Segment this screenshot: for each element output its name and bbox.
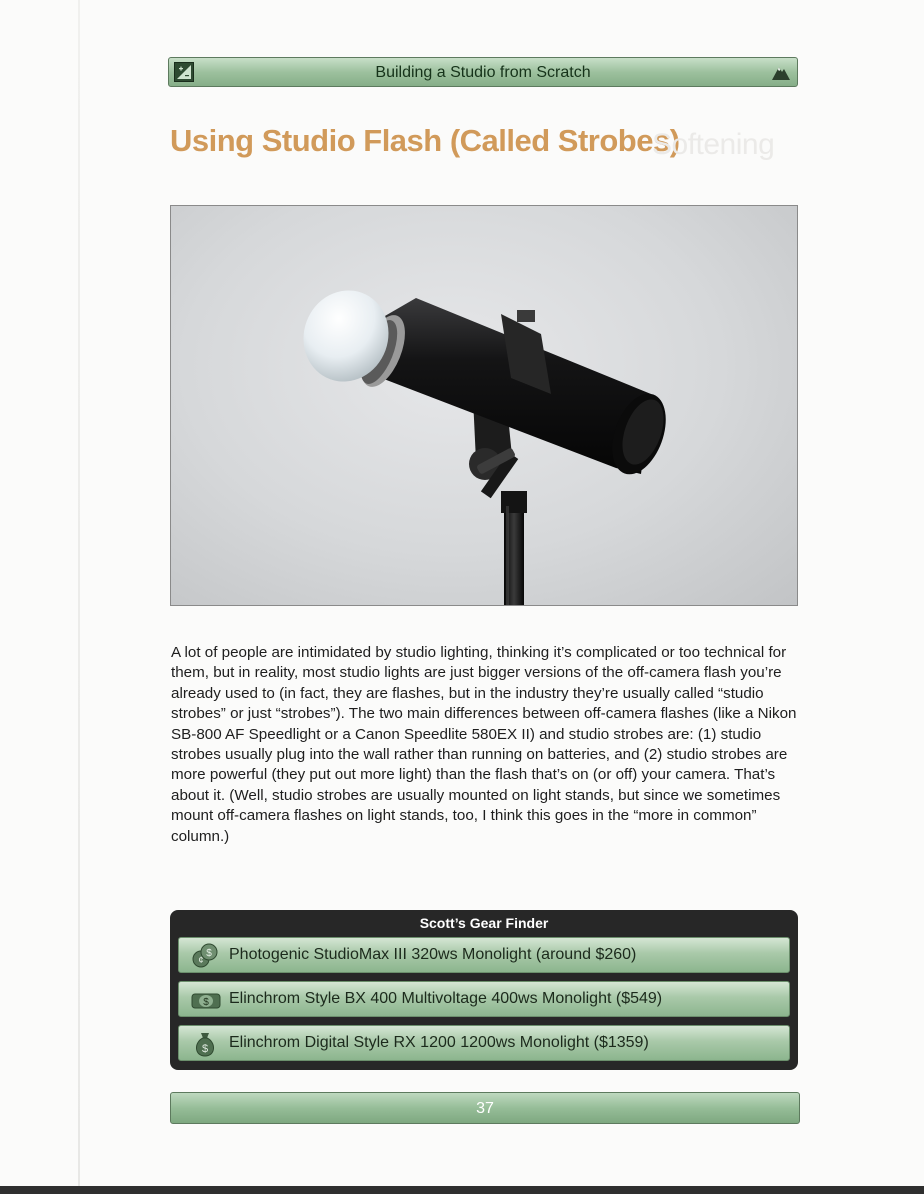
gear-item-label: Elinchrom Digital Style RX 1200 1200ws Monolight ($1359): [229, 1034, 649, 1051]
page-number: 37: [476, 1100, 494, 1117]
gear-item-label: Photogenic StudioMax III 320ws Monolight (around $260): [229, 946, 637, 963]
svg-text:$: $: [203, 997, 209, 1008]
svg-text:$: $: [201, 1043, 209, 1055]
page-bottom-edge: [0, 1186, 924, 1194]
svg-text:¢: ¢: [198, 955, 204, 965]
show-through-text: Softening: [652, 128, 775, 161]
coins-icon: [191, 942, 219, 970]
chapter-title: Building a Studio from Scratch: [375, 64, 591, 81]
gear-item: [178, 937, 790, 973]
gear-item: [178, 981, 790, 1017]
body-paragraph: A lot of people are intimidated by studio lighting, thinking it’s complicated or too technical for them, but in reality, most studio lights are just bigger versions of the off-camera flash you’re already used to (in fact, they are flashes, but in the industry they’re usually called “studio strobes” or just “strobes”). The two main differences between off-camera flashes (like a Nikon SB-800 AF Speedlight or a Canon Speedlite 580EX II) and studio strobes are: (1) studio strobes usually plug into the wall rather than running on batteries, and (2) studio strobes are more powerful (they put out more light) than the flash that’s on (or off) your camera. That’s about it. (Well, studio strobes are usually mounted on light stands, but since we sometimes mount off-camera flashes on light stands, too, I think this goes in the “more in common” column.): [171, 644, 797, 845]
page-footer-bar: [170, 1092, 800, 1124]
page-title: Using Studio Flash (Called Strobes): [170, 123, 680, 158]
gear-item: [178, 1025, 790, 1061]
gear-finder-box: [170, 910, 798, 1070]
gear-item-label: Elinchrom Style BX 400 Multivoltage 400ws Monolight ($549): [229, 990, 663, 1007]
mountain-icon: [771, 63, 791, 81]
gear-finder-title: Scott’s Gear Finder: [419, 915, 549, 931]
cash-bundle-icon: [191, 986, 219, 1014]
chapter-header-bar: [168, 57, 798, 87]
page-left-edge: [78, 0, 80, 1194]
svg-text:$: $: [206, 948, 212, 959]
studio-strobe-photo: [170, 205, 798, 606]
money-bag-icon: [191, 1030, 219, 1058]
